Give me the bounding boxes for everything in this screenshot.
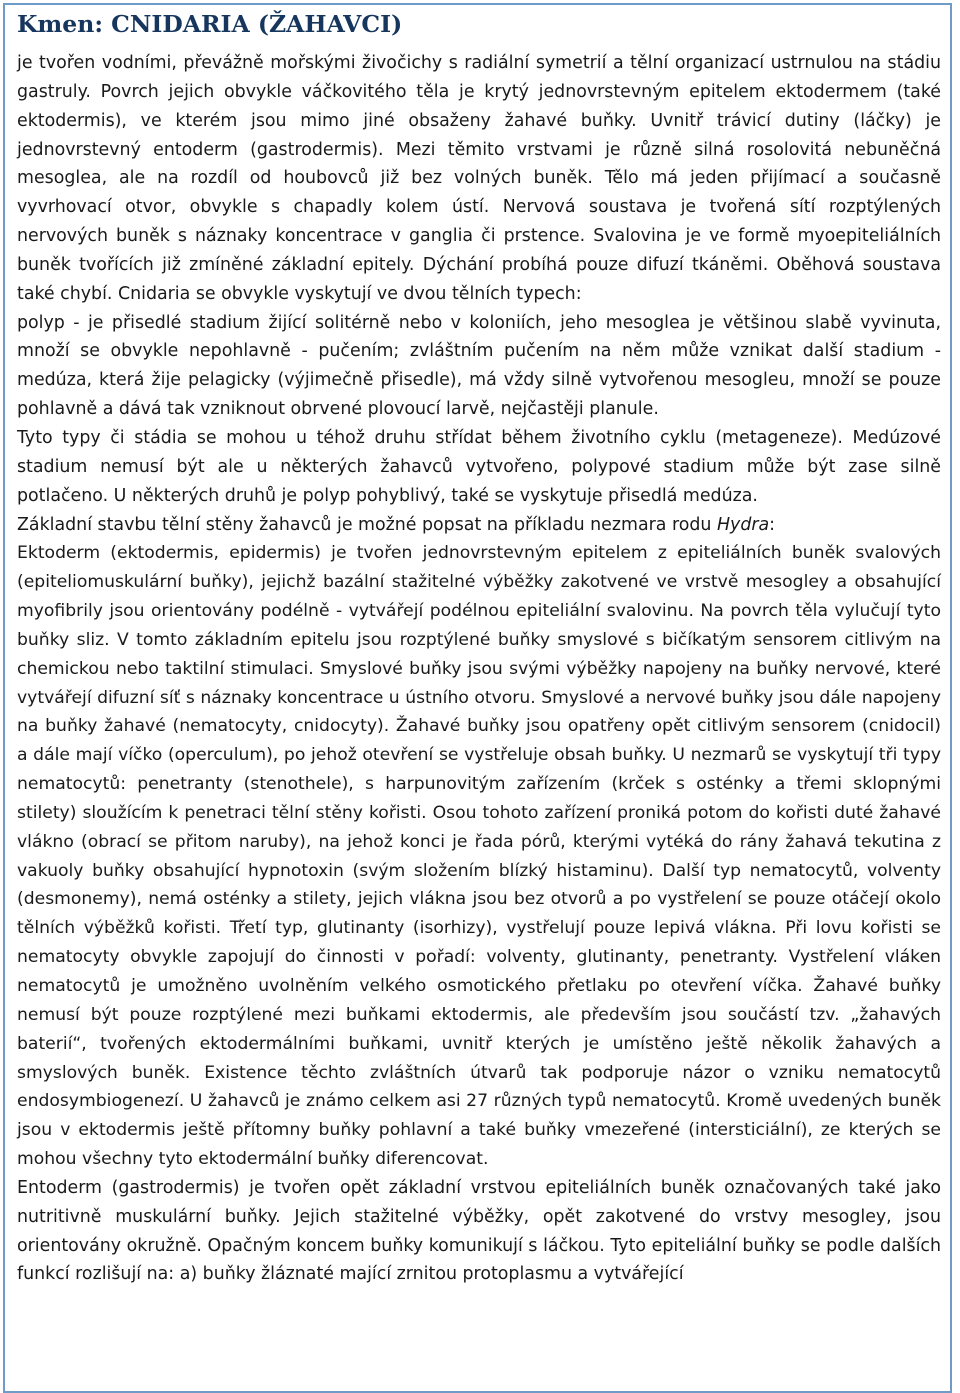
paragraph-polyp-medusa: polyp - je přisedlé stadium žijící solitérně nebo v koloniích, jeho mesoglea je většinou slabě vyvinuta, množí se obvykle nepohlavně - pučením; zvláštním pučením na něm může vznikat další stadium - medúza, která žije pelagicky (výjimečně přisedle), má vždy silně vytvořenou mesogleu, množí se pouze pohlavně a dává tak vzniknout obrvené plovoucí larvě, nejčastěji planule. bbox=[17, 312, 941, 420]
document-body bbox=[17, 49, 941, 1289]
paragraph-intro: je tvořen vodními, převážně mořskými živočichy s radiální symetrií a tělní organizací ustrnulou na stádiu gastruly. Povrch jejich obvykle váčkovitého těla je krytý jednovrstevným epitelem ektodermem (také ektodermis), ve kterém jsou mimo jiné obsaženy žahavé buňky. Uvnitř trávicí dutiny (láčky) je jednovrstevný entoderm (gastrodermis). Mezi těmito vrstvami je různě silná rosolovitá nebuněčná mesoglea, ale na rozdíl od houbovců již bez volných buněk. Tělo má jeden přijímací a současně vyvrhovací otvor, obvykle s chapadly kolem ústí. Nervová soustava je tvořená sítí rozptýlených nervových buněk s náznaky koncentrace v ganglia či prstence. Svalovina je ve formě myoepiteliálních buněk tvořících již zmíněné základní epitely. Dýchání probíhá pouze difuzí tkáněmi. Oběhová soustava také chybí. Cnidaria se obvykle vyskytují ve dvou tělních typech: bbox=[17, 53, 941, 304]
paragraph-entoderm: Entoderm (gastrodermis) je tvořen opět základní vrstvou epiteliálních buněk označovaných také jako nutritivně muskulární buňky. Jejich stažitelné výběžky, opět zakotvené do vrstvy mesogley, jsou orientovány okružně. Opačným koncem buňky komunikují s láčkou. Tyto epiteliální buňky se podle dalších funkcí rozlišují na: a) buňky žláznaté mající zrnitou protoplasmu a vytvářející bbox=[17, 1177, 941, 1285]
genus-name-hydra: Hydra bbox=[716, 514, 770, 535]
paragraph-ectoderm: Ektoderm (ektodermis, epidermis) je tvořen jednovrstevným epitelem z epiteliálních buněk svalových (epiteliomuskulární buňky), jejichž bazální stažitelné výběžky zakotvené ve vrstvě mesogley a obsahující myofibrily jsou orientovány podélně - vytvářejí podélnou epiteliální svalovinu. Na povrch těla vylučují tyto buňky sliz. V tomto základním epitelu jsou rozptýlené buňky smyslové s bičíkatým sensorem citlivým na chemickou nebo taktilní stimulaci. Smyslové buňky jsou svými výběžky napojeny na buňky nervové, které vytvářejí difuzní síť s náznaky koncentrace u ústního otvoru. Smyslové a nervové buňky jsou dále napojeny na buňky žahavé (nematocyty, cnidocyty). Žahavé buňky jsou opatřeny opět citlivým sensorem (cnidocil) a dále mají víčko (operculum), po jehož otevření se vystřeluje obsah buňky. U nezmarů se vyskytují tři typy nematocytů: penetranty (stenothele), s harpunovitým zařízením (krček s osténky a třemi sklopnými stilety) sloužícím k penetraci tělní stěny kořisti. Osou tohoto zařízení proniká potom do kořisti duté žahavé vlákno (obrací se přitom naruby), na jehož konci je řada pórů, kterými vytéká do rány žahavá tekutina z vakuoly buňky obsahující hypnotoxin (svým složením blízký histaminu). Další typ nematocytů, volventy (desmonemy), nemá osténky a stilety, jejich vlákna jsou bez otvorů a po vystřelení se pouze otáčejí okolo tělních výběžků kořisti. Třetí typ, glutinanty (isorhizy), vystřelují pouze lepivá vlákna. Při lovu kořisti se nematocyty obvykle zapojují do činnosti v pořadí: volventy, glutinanty, penetranty. Vystřelení vláken nematocytů je umožněno uvolněním velkého osmotického přetlaku po otevření víčka. Žahavé buňky nemusí být pouze rozptýlené mezi buňkami ektodermis, ale především jsou součástí tzv. „žahavých baterií“, tvořených ektodermálními buňkami, uvnitř kterých je umístěno ještě několik žahavých a smyslových buněk. Existence těchto zvláštních útvarů tak podporuje názor o vzniku nematocytů endosymbiogenezí. U žahavců je známo celkem asi 27 různých typů nematocytů. Kromě uvedených buněk jsou v ektodermis ještě přítomny buňky pohlavní a také buňky vmezeřené (intersticiální), ze kterých se mohou všechny tyto ektodermální buňky diferencovat. bbox=[17, 543, 941, 1170]
hydra-intro-colon: : bbox=[769, 514, 776, 535]
hydra-intro-text: Základní stavbu tělní stěny žahavců je možné popsat na příkladu nezmara rodu bbox=[17, 514, 717, 535]
paragraph-hydra-intro bbox=[17, 511, 941, 540]
paragraph-metagenesis: Tyto typy či stádia se mohou u téhož druhu střídat během životního cyklu (metageneze). Medúzové stadium nemusí být ale u některých žahavců vytvořeno, polypové stadium může být zase silně potlačeno. U některých druhů je polyp pohyblivý, také se vyskytuje přisedlá medúza. bbox=[17, 427, 941, 506]
page-title: Kmen: CNIDARIA (ŽAHAVCI) bbox=[17, 10, 403, 38]
